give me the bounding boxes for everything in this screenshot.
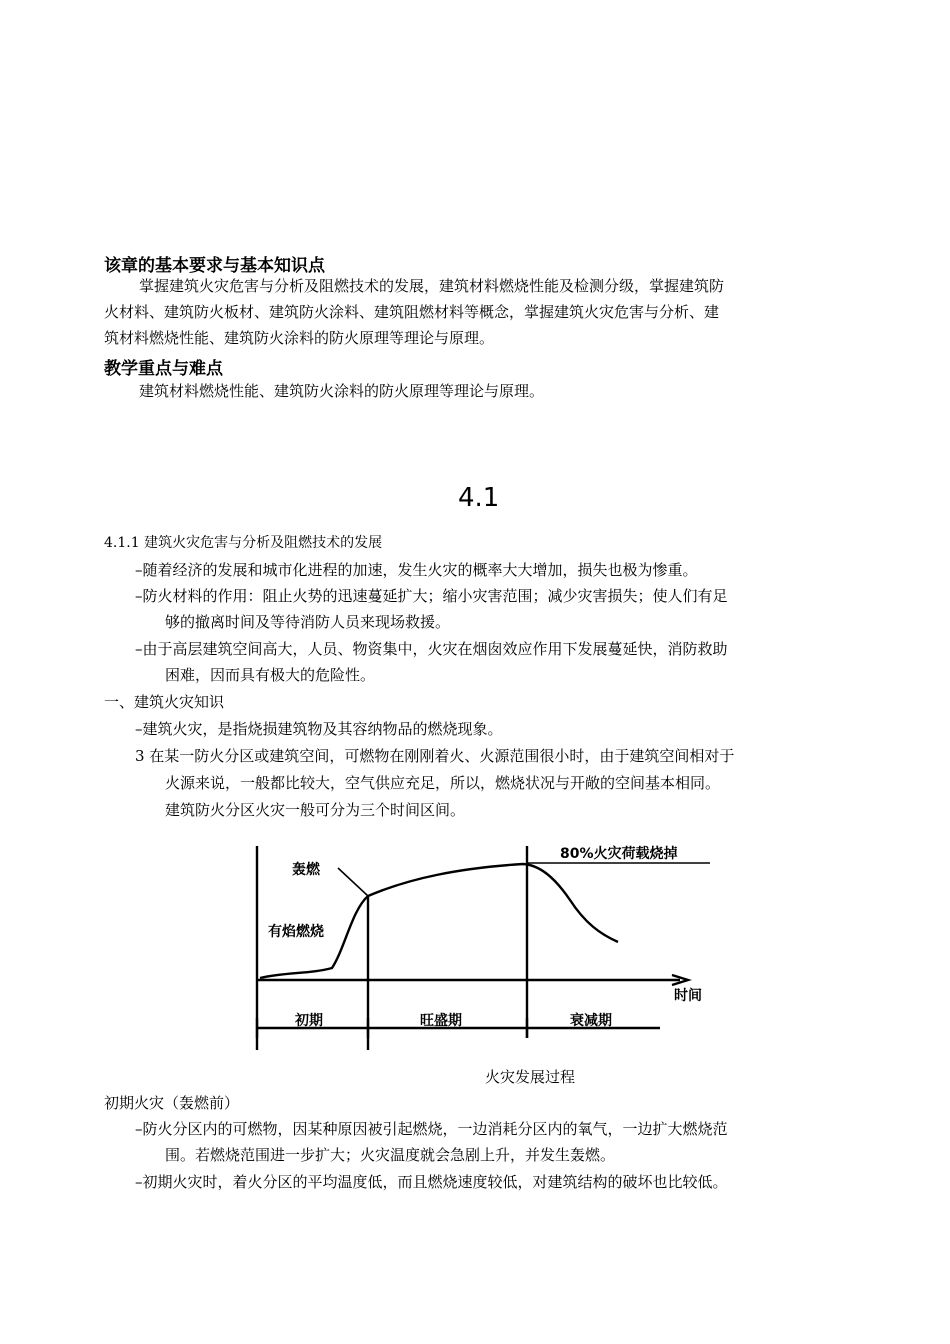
bullet-3: –由于高层建筑空间高大，人员、物资集中，火灾在烟囱效应作用下发展蔓延快，消防救助 <box>135 640 728 658</box>
bullet-2-cont: 够的撤离时间及等待消防人员来现场救援。 <box>165 613 451 631</box>
part1-line-1: –建筑火灾，是指烧损建筑物及其容纳物品的燃烧现象。 <box>135 720 503 738</box>
fire-development-figure <box>240 838 730 1063</box>
label-stage-peak: 旺盛期 <box>420 1013 462 1029</box>
figure-caption: 火灾发展过程 <box>485 1068 576 1086</box>
early-fire-line-1: –防火分区内的可燃物，因某种原因被引起燃烧，一边消耗分区内的氧气，一边扩大燃烧范 <box>135 1120 728 1138</box>
section-number: 4.1 <box>458 483 500 513</box>
part1-line-4: 建筑防火分区火灾一般可分为三个时间区间。 <box>165 801 466 819</box>
bullet-3-cont: 困难，因而具有极大的危险性。 <box>165 666 376 684</box>
label-flaming: 有焰燃烧 <box>268 924 324 940</box>
part1-line-2: 3 在某一防火分区或建筑空间，可燃物在刚刚着火、火源范围很小时，由于建筑空间相对于 <box>135 747 735 765</box>
focus-line: 建筑材料燃烧性能、建筑防火涂料的防火原理等理论与原理。 <box>139 382 545 400</box>
fire-curve <box>260 864 618 978</box>
label-stage-early: 初期 <box>295 1013 323 1029</box>
sub-heading: 4.1.1 建筑火灾危害与分析及阻燃技术的发展 <box>104 535 383 551</box>
intro-line-1: 掌握建筑火灾危害与分析及阻燃技术的发展，建筑材料燃烧性能及检测分级，掌握建筑防 <box>139 277 725 295</box>
focus-heading: 教学重点与难点 <box>104 359 223 379</box>
label-time: 时间 <box>674 988 702 1004</box>
intro-heading: 该章的基本要求与基本知识点 <box>104 256 325 276</box>
label-stage-decay: 衰减期 <box>570 1013 612 1029</box>
intro-line-2: 火材料、建筑防火板材、建筑防火涂料、建筑阻燃材料等概念，掌握建筑火灾危害与分析、建 <box>104 303 720 321</box>
early-fire-line-2: 围。若燃烧范围进一步扩大；火灾温度就会急剧上升，并发生轰燃。 <box>165 1146 616 1164</box>
bullet-2: –防火材料的作用：阻止火势的迅速蔓延扩大；缩小灾害范围；减少灾害损失；使人们有足 <box>135 587 728 605</box>
bullet-1: –随着经济的发展和城市化进程的加速，发生火灾的概率大大增加，损失也极为惨重。 <box>135 561 698 579</box>
label-flashover: 轰燃 <box>292 862 320 878</box>
flashover-leader <box>338 868 368 896</box>
early-fire-heading: 初期火灾（轰燃前） <box>104 1094 240 1112</box>
intro-line-3: 筑材料燃烧性能、建筑防火涂料的防火原理等理论与原理。 <box>104 329 495 347</box>
part1-line-3: 火源来说，一般都比较大，空气供应充足，所以，燃烧状况与开敞的空间基本相同。 <box>165 774 721 792</box>
part1-heading: 一、建筑火灾知识 <box>104 693 225 711</box>
early-fire-line-3: –初期火灾时，着火分区的平均温度低，而且燃烧速度较低，对建筑结构的破坏也比较低。 <box>135 1173 728 1191</box>
label-burnout: 80%火灾荷载烧掉 <box>560 846 678 862</box>
